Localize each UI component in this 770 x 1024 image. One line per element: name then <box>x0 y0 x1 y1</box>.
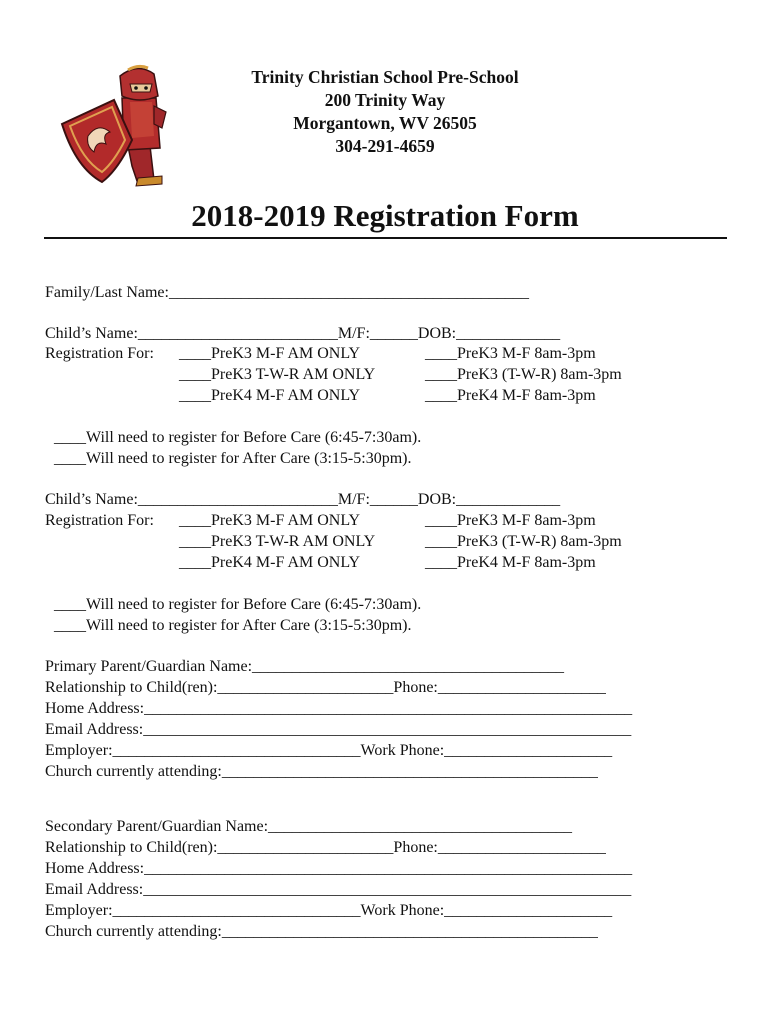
child2-option-prek4-mf-full[interactable]: ____PreK4 M-F 8am-3pm <box>425 554 596 571</box>
secondary-employer-field[interactable]: Employer:_______________________________Work Phone:_____________________ <box>45 902 613 919</box>
child2-registration-label: Registration For: <box>45 512 154 529</box>
school-street: 200 Trinity Way <box>324 90 446 110</box>
child1-after-care[interactable]: ____Will need to register for After Care (3:15-5:30pm). <box>54 450 412 467</box>
child2-option-prek3-twr-full[interactable]: ____PreK3 (T-W-R) 8am-3pm <box>425 533 622 550</box>
child2-before-care[interactable]: ____Will need to register for Before Care (6:45-7:30am). <box>54 596 422 613</box>
school-name: Trinity Christian School Pre-School <box>251 67 519 87</box>
primary-email-address-field[interactable]: Email Address:_____________________________________________________________ <box>45 721 632 738</box>
school-city: Morgantown, WV 26505 <box>293 113 477 133</box>
secondary-guardian-name-field[interactable]: Secondary Parent/Guardian Name:______________________________________ <box>45 818 573 835</box>
school-phone: 304-291-4659 <box>335 136 435 156</box>
child1-option-prek3-twr-full[interactable]: ____PreK3 (T-W-R) 8am-3pm <box>425 366 622 383</box>
child2-option-prek3-mf-full[interactable]: ____PreK3 M-F 8am-3pm <box>425 512 596 529</box>
secondary-church-field[interactable]: Church currently attending:_______________________________________________ <box>45 923 598 940</box>
child1-option-prek4-mf-full[interactable]: ____PreK4 M-F 8am-3pm <box>425 387 596 404</box>
primary-guardian-name-field[interactable]: Primary Parent/Guardian Name:_______________________________________ <box>45 658 565 675</box>
child1-before-care[interactable]: ____Will need to register for Before Care (6:45-7:30am). <box>54 429 422 446</box>
child1-option-prek3-twr-am[interactable]: ____PreK3 T-W-R AM ONLY <box>179 366 376 383</box>
title-divider <box>44 237 727 239</box>
child1-name-field[interactable]: Child’s Name:_________________________M/F:______DOB:_____________ <box>45 325 561 342</box>
primary-relationship-phone-field[interactable]: Relationship to Child(ren):______________________Phone:_____________________ <box>45 679 606 696</box>
child1-registration-label: Registration For: <box>45 345 154 362</box>
child2-name-field[interactable]: Child’s Name:_________________________M/F:______DOB:_____________ <box>45 491 561 508</box>
child1-option-prek3-mf-full[interactable]: ____PreK3 M-F 8am-3pm <box>425 345 596 362</box>
child1-option-prek3-mf-am[interactable]: ____PreK3 M-F AM ONLY <box>179 345 361 362</box>
school-header <box>200 66 570 158</box>
knight-mascot-logo <box>58 62 170 188</box>
child2-option-prek4-mf-am[interactable]: ____PreK4 M-F AM ONLY <box>179 554 361 571</box>
secondary-email-address-field[interactable]: Email Address:_____________________________________________________________ <box>45 881 632 898</box>
primary-employer-field[interactable]: Employer:_______________________________Work Phone:_____________________ <box>45 742 613 759</box>
family-name-field[interactable]: Family/Last Name:_____________________________________________ <box>45 284 529 301</box>
child2-option-prek3-mf-am[interactable]: ____PreK3 M-F AM ONLY <box>179 512 361 529</box>
primary-church-field[interactable]: Church currently attending:_______________________________________________ <box>45 763 598 780</box>
secondary-relationship-phone-field[interactable]: Relationship to Child(ren):______________________Phone:_____________________ <box>45 839 606 856</box>
form-title: 2018-2019 Registration Form <box>191 198 579 233</box>
child1-option-prek4-mf-am[interactable]: ____PreK4 M-F AM ONLY <box>179 387 361 404</box>
primary-home-address-field[interactable]: Home Address:_____________________________________________________________ <box>45 700 633 717</box>
child2-after-care[interactable]: ____Will need to register for After Care (3:15-5:30pm). <box>54 617 412 634</box>
child2-option-prek3-twr-am[interactable]: ____PreK3 T-W-R AM ONLY <box>179 533 376 550</box>
secondary-home-address-field[interactable]: Home Address:_____________________________________________________________ <box>45 860 633 877</box>
